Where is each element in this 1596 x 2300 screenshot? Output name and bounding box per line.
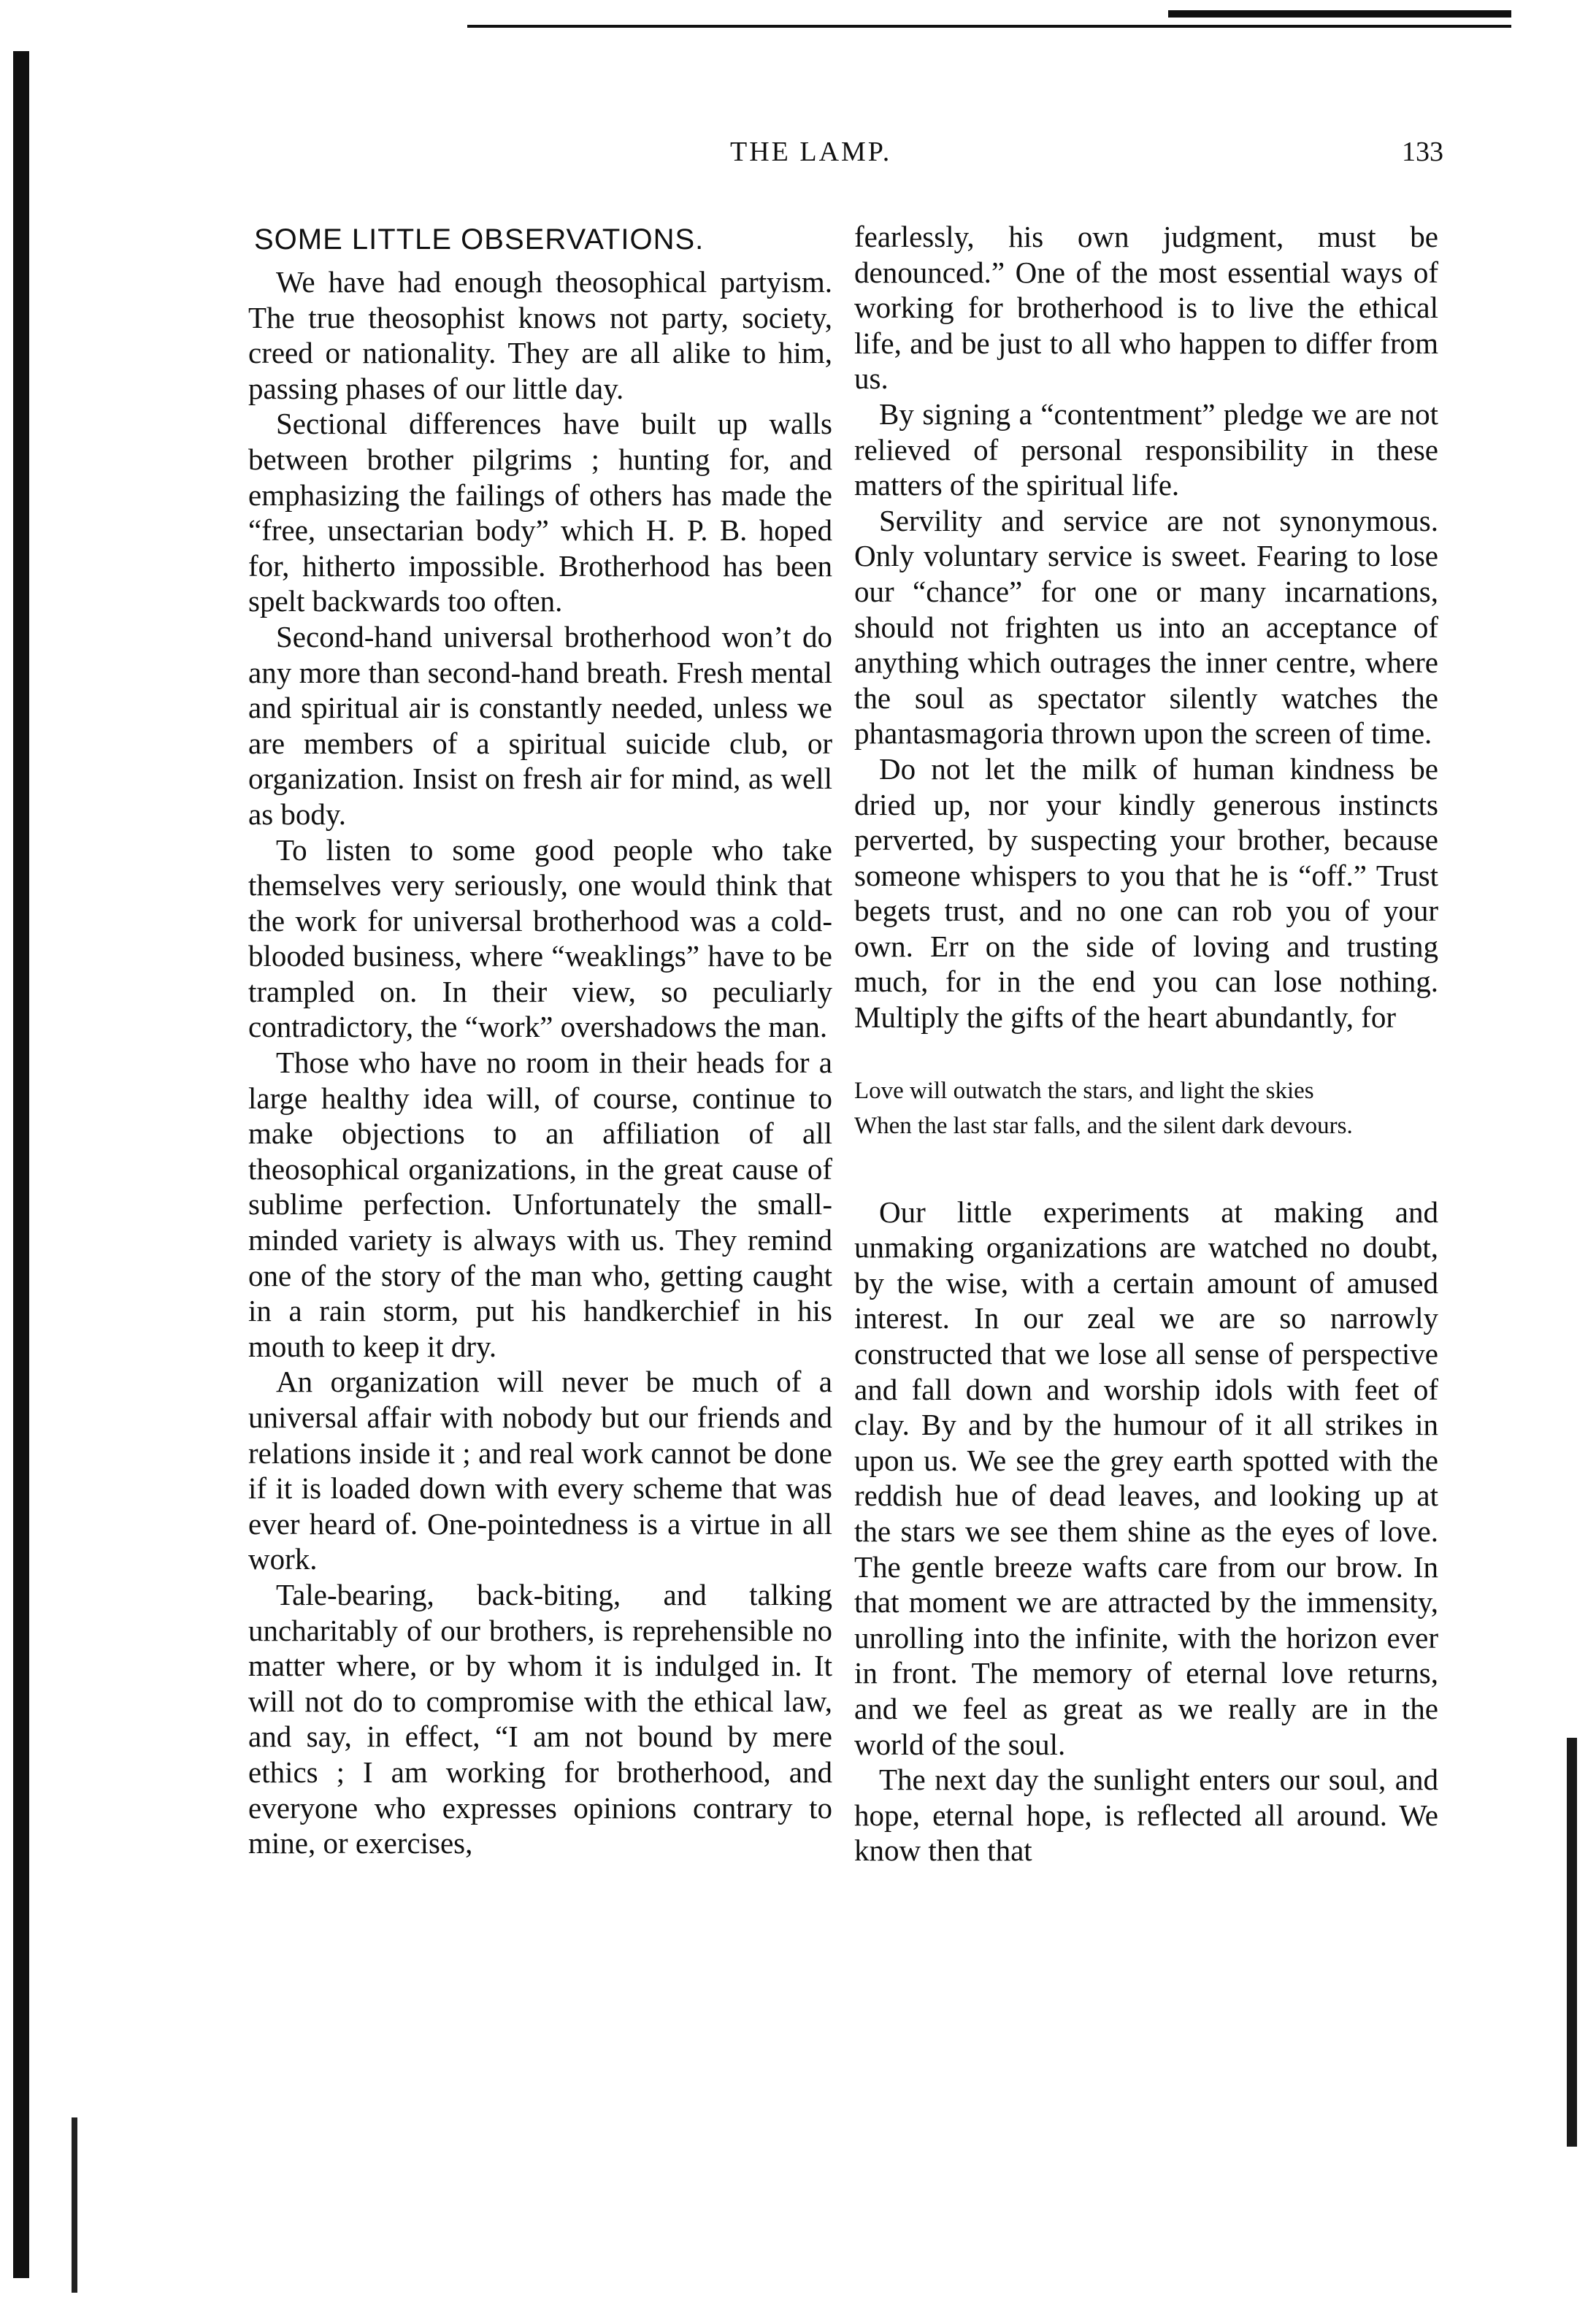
paragraph-continued: fearlessly, his own judgment, must be denounced.” One of the most essential ways of working for brotherhood is to live the ethical life, and be just to all who happen to differ from us. xyxy=(854,220,1438,396)
paragraph: Those who have no room in their heads for a large healthy idea will, of course, continue to make objections to an affiliation of all theosophical organizations, in the great cause of sublime perfection. Unfortunately the small-minded variety is always with us. They remind one of the story of the man who, getting caught in a rain storm, put his handkerchief in his mouth to keep it dry. xyxy=(248,1046,832,1363)
page-binding-shadow xyxy=(13,51,29,2278)
paragraph: Sectional differences have built up walls between brother pilgrims ; hunting for, and emphasizing the failings of others has made the “free, unsectarian body” which H. P. B. hoped for, hitherto impossible. Brotherhood has been spelt backwards too often. xyxy=(248,407,832,618)
header-rule-heavy xyxy=(1168,10,1511,18)
paragraph: The next day the sunlight enters our soul, and hope, eternal hope, is reflected all around. We know then that xyxy=(854,1763,1438,1868)
left-column xyxy=(248,219,832,1861)
verse-line: When the last star falls, and the silent dark devours. xyxy=(854,1112,1353,1139)
verse-quote xyxy=(854,1076,1438,1141)
right-column xyxy=(854,219,1438,1868)
running-title: THE LAMP. xyxy=(730,137,892,167)
paragraph: Second-hand universal brotherhood won’t do any more than second-hand breath. Fresh mental and spiritual air is constantly needed, unless we are members of a spiritual suicide club, or organization. Insist on fresh air for mind, as well as body. xyxy=(248,619,832,831)
running-head xyxy=(0,136,1596,180)
header-rule xyxy=(467,25,1511,28)
paragraph: Do not let the milk of human kindness be dried up, nor your kindly generous instincts perverted, by suspecting your brother, because someone whispers to you that he is “off.” Trust begets trust, and no one can rob you of your own. Err on the side of loving and trusting much, for in the end you can lose nothing. Multiply the gifts of the heart abundantly, for xyxy=(854,751,1438,1035)
paragraph: Servility and service are not synonymous. Only voluntary service is sweet. Fearing to lose our “chance” for one or many incarnations, should not frighten us into an acceptance of anything which outrages the inner centre, where the soul as spectator silently watches the phantasmagoria thrown upon the screen of time. xyxy=(854,503,1438,751)
article-heading: SOME LITTLE OBSERVATIONS. xyxy=(254,223,705,256)
page-number: 133 xyxy=(1402,137,1443,167)
page-edge-shadow xyxy=(1567,1738,1577,2147)
paragraph: Tale-bearing, back-biting, and talking uncharitably of our brothers, is reprehensible no matter where, or by whom it is indulged in. It will not do to compromise with the ethical law, and say, in effect, “I am not bound by mere ethics ; I am working for brotherhood, and everyone who expresses opinions contrary to mine, or exercises, xyxy=(248,1577,832,1860)
paragraph: We have had enough theosophical partyism. The true theosophist knows not party, society, creed or nationality. They are all alike to him, passing phases of our little day. xyxy=(248,265,832,405)
paragraph: An organization will never be much of a universal affair with nobody but our friends and relations inside it ; and real work cannot be done if it is loaded down with every scheme that was ever heard of. One-pointedness is a virtue in all work. xyxy=(248,1365,832,1576)
paragraph: To listen to some good people who take themselves very seriously, one would think that the work for universal brotherhood was a cold-blooded business, where “weaklings” have to be trampled on. In their view, so peculiarly contradictory, the “work” overshadows the man. xyxy=(248,832,832,1044)
verse-line: Love will outwatch the stars, and light the skies xyxy=(854,1077,1314,1104)
paragraph: Our little experiments at making and unmaking organizations are watched no doubt, by the wise, with a certain amount of amused interest. In our zeal we are so narrowly constructed that we lose all sense of perspective and fall down and worship idols with feet of clay. By and by the humour of it all strikes in upon us. We see the grey earth spotted with the reddish hue of dead leaves, and looking up at the stars we see them shine as the eyes of love. The gentle breeze wafts care from our brow. In that moment we are attracted by the immensity, unrolling into the infinite, with the horizon ever in front. The memory of eternal love returns, and we feel as great as we really are in the world of the soul. xyxy=(854,1195,1438,1761)
page-edge-mark xyxy=(72,2117,77,2293)
paragraph: By signing a “contentment” pledge we are not relieved of personal responsibility in these matters of the spiritual life. xyxy=(854,396,1438,502)
